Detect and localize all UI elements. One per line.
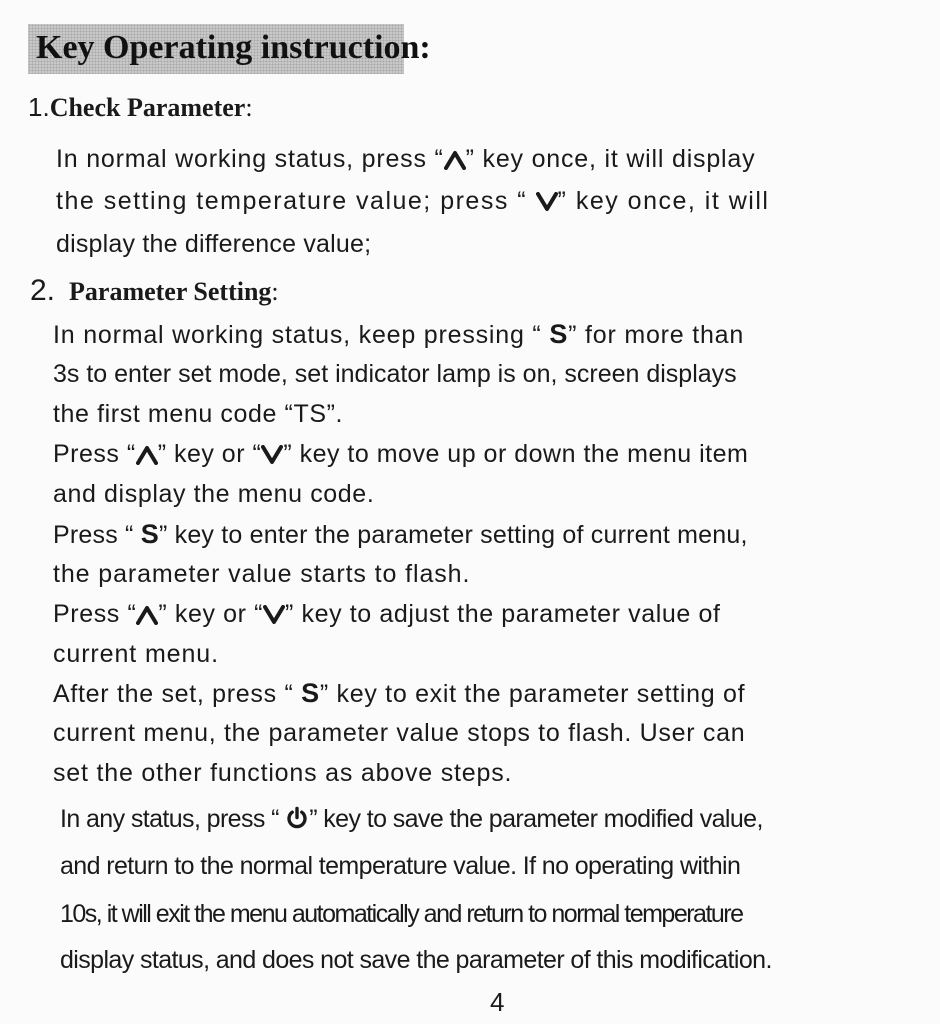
section-2-line-12 bbox=[53, 757, 512, 789]
section-2-number: 2. bbox=[30, 274, 56, 307]
section-2-line-6 bbox=[53, 518, 748, 551]
section-2-line-9 bbox=[53, 638, 219, 670]
section-2-title bbox=[30, 274, 279, 308]
text-segment: 10s, it will exit the menu automatically and return to normal temperature bbox=[60, 900, 743, 928]
section-2-line-2 bbox=[53, 358, 737, 390]
text-segment: After the set, press “ bbox=[53, 680, 302, 708]
section-2-line-14 bbox=[60, 850, 740, 882]
text-segment: ” key to adjust the parameter value of bbox=[285, 600, 721, 628]
down-caret-icon bbox=[261, 445, 283, 465]
section-2-line-10 bbox=[53, 677, 745, 710]
text-segment: In normal working status, press “ bbox=[56, 145, 444, 173]
text-segment: In normal working status, keep pressing “ bbox=[53, 321, 550, 349]
text-segment: display the difference value; bbox=[56, 230, 372, 258]
section-2-line-1 bbox=[53, 318, 744, 351]
text-segment: ” key or “ bbox=[158, 600, 263, 628]
section-1-title bbox=[28, 92, 253, 123]
text-segment: ” key to save the parameter modified value, bbox=[309, 805, 763, 833]
section-2-line-11 bbox=[53, 717, 745, 749]
text-segment: ” key to enter the parameter setting of current menu, bbox=[158, 521, 748, 549]
up-caret-icon bbox=[136, 445, 158, 465]
text-segment: ” key to move up or down the menu item bbox=[283, 440, 749, 468]
text-segment: ” key or “ bbox=[157, 440, 262, 468]
text-segment: current menu, the parameter value stops to flash. User can bbox=[53, 719, 746, 747]
section-1-label: Check Parameter bbox=[49, 93, 246, 122]
text-segment: display status, and does not save the parameter of this modification. bbox=[60, 946, 772, 974]
text-segment: ” for more than bbox=[568, 321, 745, 349]
section-1-line-1 bbox=[56, 143, 755, 175]
section-2-line-8 bbox=[53, 598, 721, 630]
section-2-label: Parameter Setting bbox=[69, 277, 272, 306]
text-segment: In any status, press “ bbox=[60, 805, 286, 833]
text-segment: set the other functions as above steps. bbox=[53, 759, 513, 787]
s-key-label: S bbox=[549, 319, 569, 349]
down-caret-icon bbox=[536, 192, 558, 212]
text-segment: the setting temperature value; press “ bbox=[56, 187, 536, 215]
page-heading: Key Operating instruction: bbox=[28, 24, 404, 74]
section-2-line-13 bbox=[60, 803, 763, 835]
up-caret-icon bbox=[136, 605, 158, 625]
s-key-label: S bbox=[140, 519, 159, 549]
text-segment: ” key to exit the parameter setting of bbox=[319, 680, 746, 708]
text-segment: the first menu code “TS”. bbox=[53, 400, 344, 428]
text-segment: and display the menu code. bbox=[53, 480, 375, 508]
text-segment: Press “ bbox=[53, 521, 141, 549]
section-1-line-2 bbox=[56, 185, 769, 217]
section-1-line-3 bbox=[56, 228, 371, 260]
section-2-line-15 bbox=[60, 898, 743, 930]
section-2-line-16 bbox=[60, 944, 772, 976]
text-segment: 3s to enter set mode, set indicator lamp is on, screen displays bbox=[53, 360, 737, 388]
text-segment: ” key once, it will display bbox=[465, 145, 756, 173]
section-1-number: 1. bbox=[28, 92, 50, 122]
up-caret-icon bbox=[444, 150, 466, 170]
section-2-line-5 bbox=[53, 478, 374, 510]
page-number: 4 bbox=[490, 987, 505, 1017]
text-segment: the parameter value starts to flash. bbox=[53, 560, 471, 588]
text-segment: and return to the normal temperature value. If no operating within bbox=[60, 852, 741, 880]
section-2-line-7 bbox=[53, 558, 470, 590]
section-2-colon: : bbox=[271, 277, 279, 306]
section-2-line-4 bbox=[53, 438, 748, 470]
s-key-label: S bbox=[301, 678, 320, 708]
section-2-line-3 bbox=[53, 398, 343, 430]
down-caret-icon bbox=[263, 605, 285, 625]
text-segment: ” key once, it will bbox=[557, 187, 770, 215]
section-1-colon: : bbox=[245, 93, 253, 122]
text-segment: Press “ bbox=[53, 440, 136, 468]
power-icon bbox=[285, 806, 309, 830]
text-segment: Press “ bbox=[53, 600, 137, 628]
text-segment: current menu. bbox=[53, 640, 219, 668]
